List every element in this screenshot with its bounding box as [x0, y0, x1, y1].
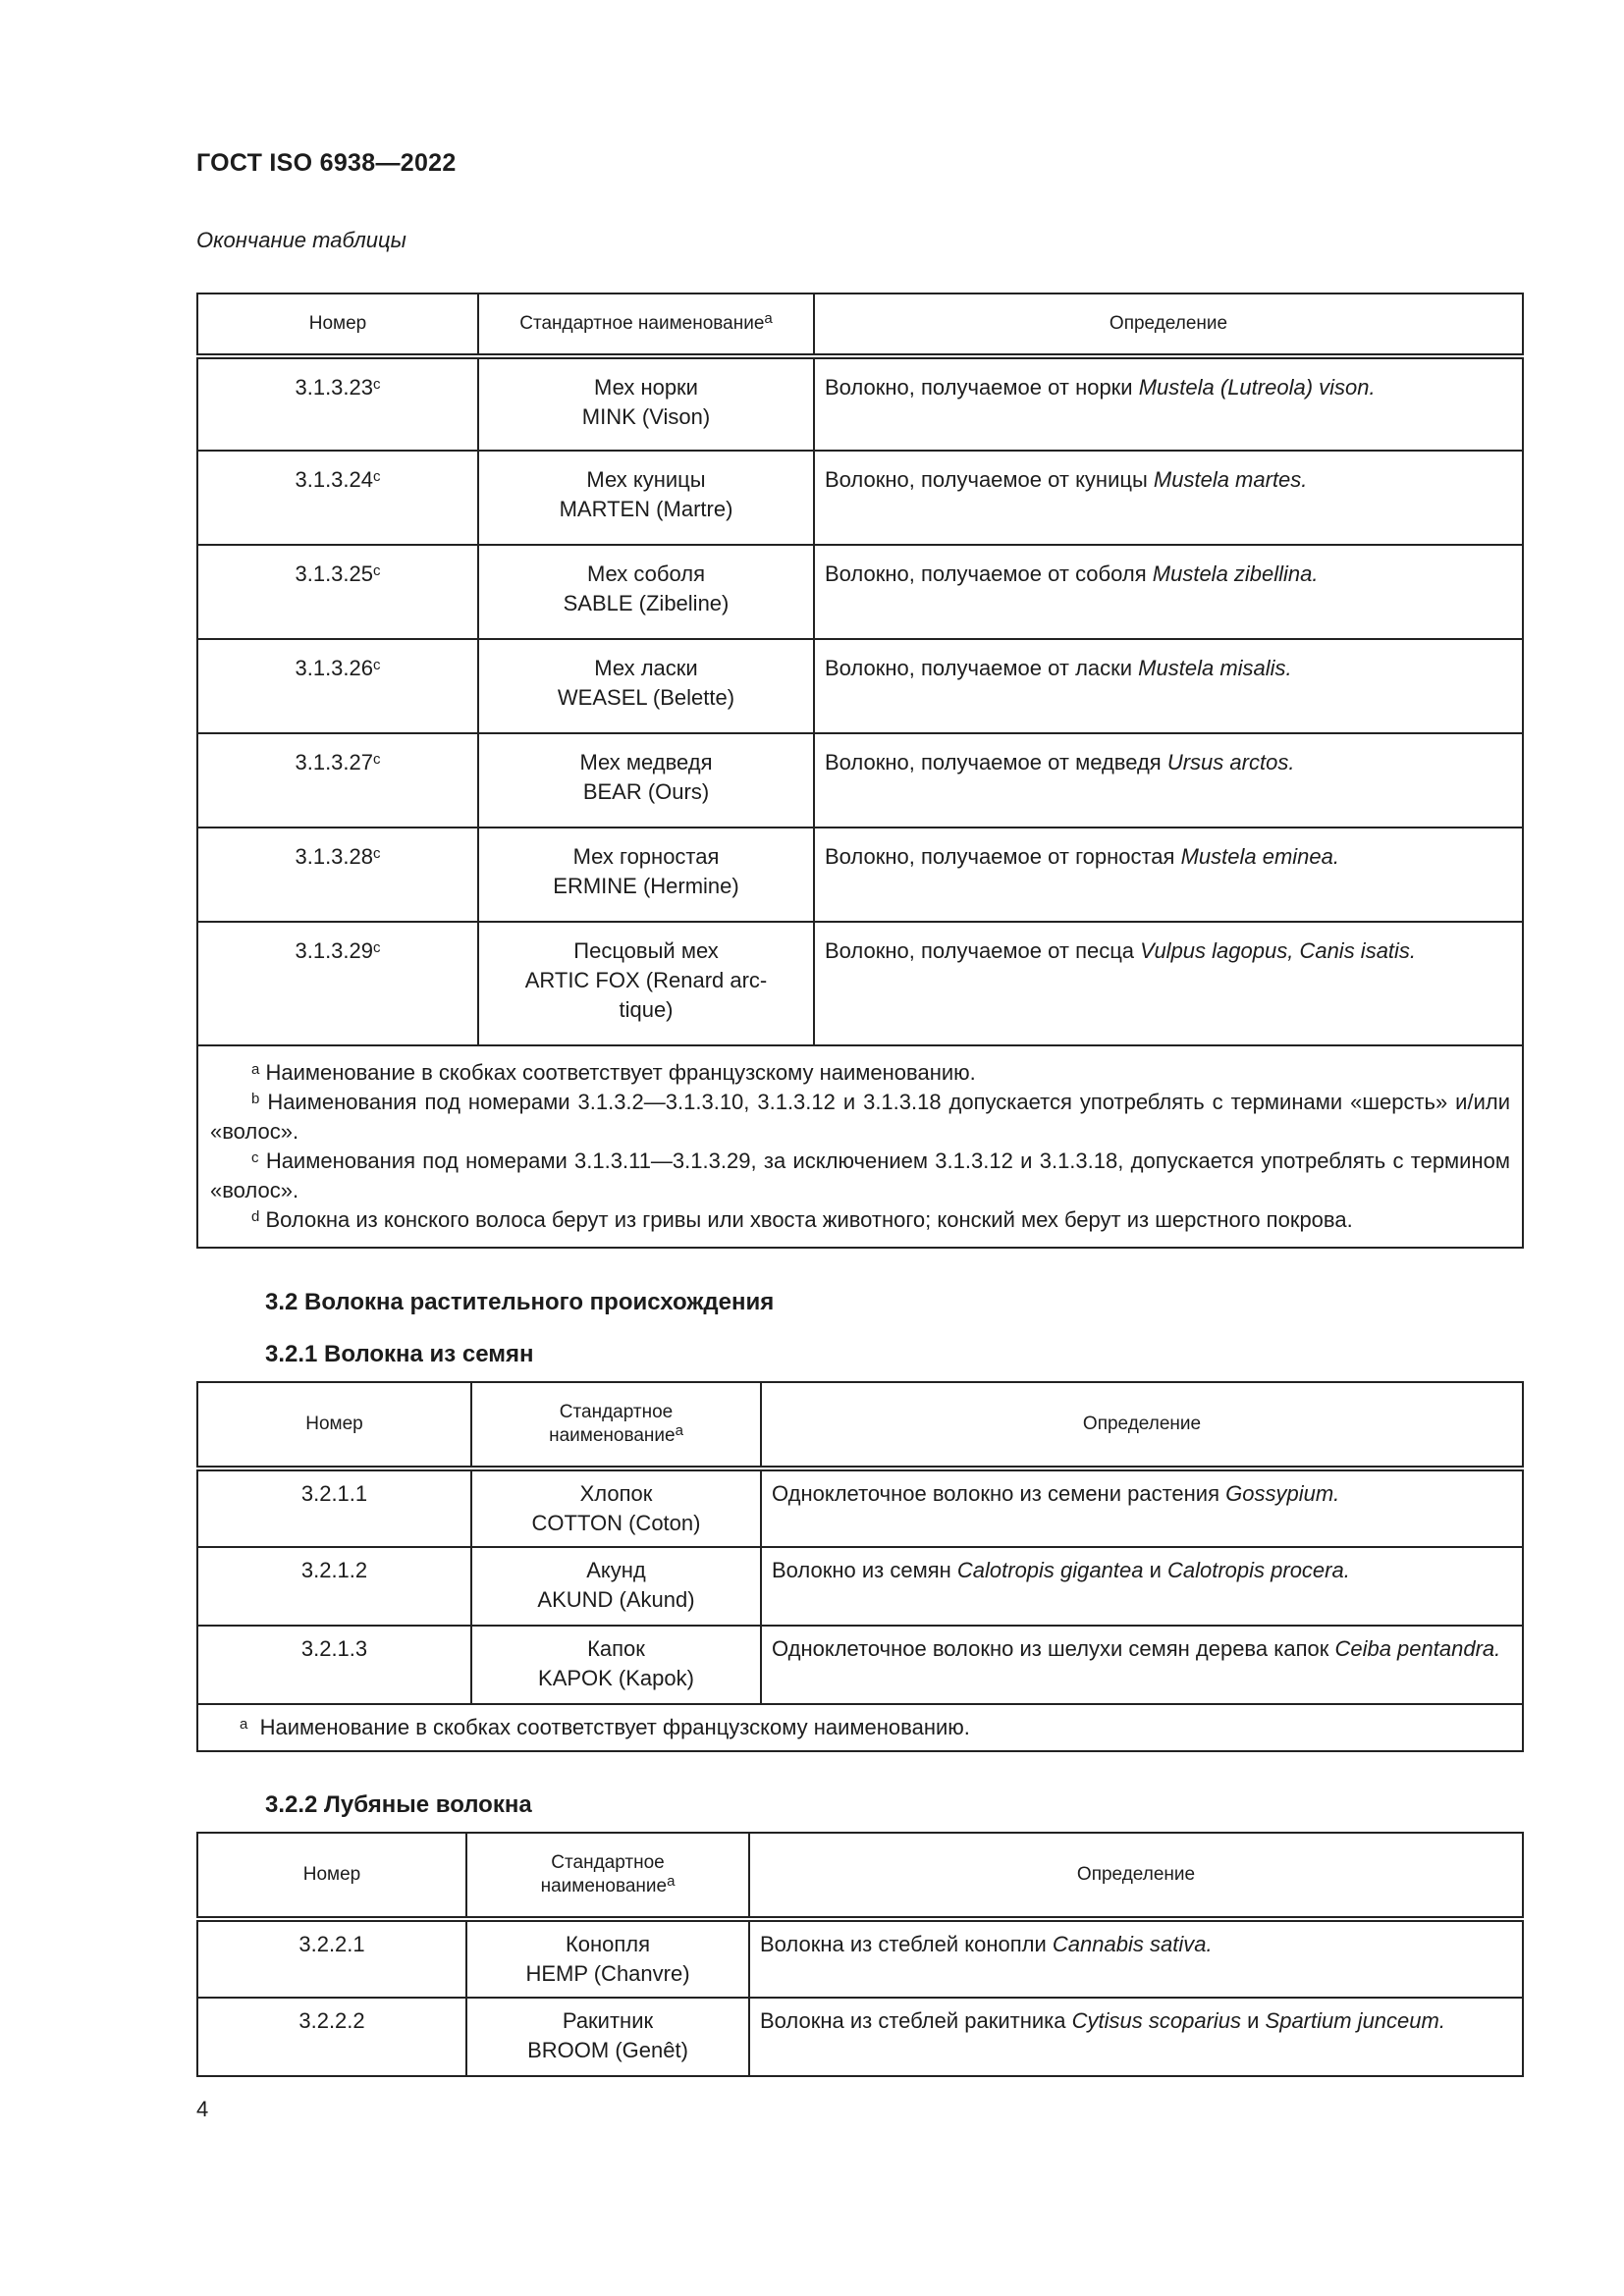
row-number: 3.1.3.27$^c$: [197, 733, 478, 828]
table-seed-fibres: [196, 1381, 1524, 1752]
table-row: [197, 1998, 1523, 2076]
table-row: [197, 356, 1523, 451]
row-definition: Волокно, получаемое от соболя Mustela zibellina.: [814, 545, 1523, 639]
row-definition: Волокно, получаемое от ласки Mustela misalis.: [814, 639, 1523, 733]
row-definition: Одноклеточное волокно из семени растения Gossypium.: [761, 1468, 1523, 1547]
row-name: Мех соболя SABLE (Zibeline): [478, 545, 814, 639]
table-footnote: $^a$ Наименование в скобках соответствует французскому наименованию.: [197, 1704, 1523, 1751]
row-definition: Волокно, получаемое от норки Mustela (Lutreola) vison.: [814, 356, 1523, 451]
row-name: Песцовый мех ARTIC FOX (Renard arc- tique): [478, 922, 814, 1045]
row-name: Мех медведя BEAR (Ours): [478, 733, 814, 828]
header-number: Номер: [197, 1382, 471, 1468]
header-standard-name: Стандартное наименование$^a$: [466, 1833, 749, 1919]
row-definition: Волокно, получаемое от песца Vulpus lagopus, Canis isatis.: [814, 922, 1523, 1045]
section-heading-3-2-2: 3.2.2 Лубяные волокна: [265, 1791, 532, 1818]
row-definition: Волокна из стеблей конопли Cannabis sativa.: [749, 1919, 1523, 1998]
section-heading-3-2-1: 3.2.1 Волокна из семян: [265, 1341, 534, 1367]
row-definition: Волокно, получаемое от куницы Mustela martes.: [814, 451, 1523, 545]
row-definition: Волокна из стеблей ракитника Cytisus scoparius и Spartium junceum.: [749, 1998, 1523, 2076]
table-continuation-label: Окончание таблицы: [196, 228, 406, 252]
table-bast-fibres: [196, 1832, 1524, 2077]
header-definition: Определение: [749, 1833, 1523, 1919]
page-number: 4: [196, 2097, 209, 2121]
header-definition: Определение: [761, 1382, 1523, 1468]
row-number: 3.1.3.28$^c$: [197, 828, 478, 922]
row-number: 3.2.2.2: [197, 1998, 466, 2076]
row-number: 3.1.3.29$^c$: [197, 922, 478, 1045]
row-name: Хлопок COTTON (Coton): [471, 1468, 761, 1547]
footnote-b: $^b$ Наименования под номерами 3.1.3.2—3.1.3.10, 3.1.3.12 и 3.1.3.18 допускается употреблять с терминами «шерсть» и/или «волос».: [210, 1090, 1510, 1144]
row-number: 3.1.3.23$^c$: [197, 356, 478, 451]
row-number: 3.1.3.25$^c$: [197, 545, 478, 639]
table-row: [197, 733, 1523, 828]
header-standard-name: Стандартное наименование$^a$: [471, 1382, 761, 1468]
row-name: Капок KAPOK (Kapok): [471, 1626, 761, 1704]
row-name: Ракитник BROOM (Genêt): [466, 1998, 749, 2076]
table-header-row: [197, 1833, 1523, 1919]
table-row: [197, 451, 1523, 545]
row-definition: Волокно из семян Calotropis gigantea и Calotropis procera.: [761, 1547, 1523, 1626]
row-number: 3.2.1.3: [197, 1626, 471, 1704]
table-row: [197, 1547, 1523, 1626]
table-row: [197, 1468, 1523, 1547]
document-title: ГОСТ ISO 6938—2022: [196, 149, 457, 177]
row-name: Акунд AKUND (Akund): [471, 1547, 761, 1626]
table-row: [197, 545, 1523, 639]
header-number: Номер: [197, 294, 478, 356]
row-name: Мех ласки WEASEL (Belette): [478, 639, 814, 733]
row-name: Конопля HEMP (Chanvre): [466, 1919, 749, 1998]
section-heading-3-2: 3.2 Волокна растительного происхождения: [265, 1289, 775, 1315]
row-definition: Волокно, получаемое от горностая Mustela eminea.: [814, 828, 1523, 922]
header-standard-name: Стандартное наименование$^a$: [478, 294, 814, 356]
header-definition: Определение: [814, 294, 1523, 356]
row-definition: Одноклеточное волокно из шелухи семян дерева капок Ceiba pentandra.: [761, 1626, 1523, 1704]
table-header-row: [197, 1382, 1523, 1468]
table-animal-fibres: [196, 293, 1524, 1249]
row-name: Мех горностая ERMINE (Hermine): [478, 828, 814, 922]
table-header-row: [197, 294, 1523, 356]
table-row: [197, 639, 1523, 733]
header-number: Номер: [197, 1833, 466, 1919]
row-name: Мех куницы MARTEN (Martre): [478, 451, 814, 545]
table-row: [197, 1626, 1523, 1704]
row-number: 3.1.3.24$^c$: [197, 451, 478, 545]
footnote-d: $^d$ Волокна из конского волоса берут из гривы или хвоста животного; конский мех берут из шерстного покрова.: [251, 1207, 1353, 1232]
table-row: [197, 922, 1523, 1045]
row-number: 3.2.2.1: [197, 1919, 466, 1998]
row-name: Мех норки MINK (Vison): [478, 356, 814, 451]
row-number: 3.2.1.2: [197, 1547, 471, 1626]
footnote-c: $^c$ Наименования под номерами 3.1.3.11—3.1.3.29, за исключением 3.1.3.12 и 3.1.3.18, допускается употреблять с термином «волос».: [210, 1148, 1510, 1202]
table-row: [197, 1919, 1523, 1998]
row-number: 3.1.3.26$^c$: [197, 639, 478, 733]
row-definition: Волокно, получаемое от медведя Ursus arctos.: [814, 733, 1523, 828]
table-footnotes-row: [197, 1045, 1523, 1248]
table-footnotes: [197, 1045, 1523, 1248]
table-footnotes-row: [197, 1704, 1523, 1751]
table-row: [197, 828, 1523, 922]
row-number: 3.2.1.1: [197, 1468, 471, 1547]
footnote-a: $^a$ Наименование в скобках соответствует французскому наименованию.: [251, 1060, 976, 1085]
